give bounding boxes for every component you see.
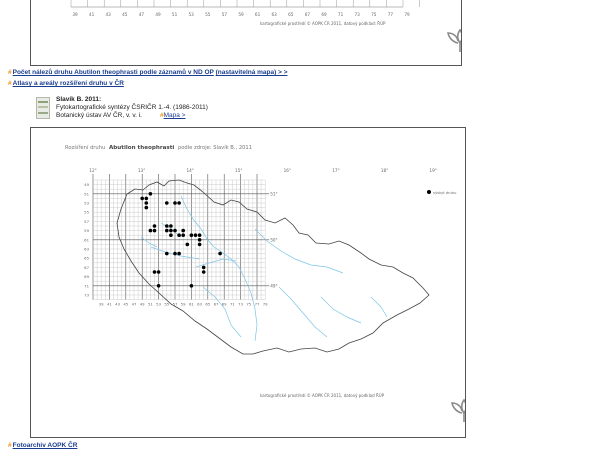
atlas-citation [56,96,208,120]
column-label: 51 [147,301,153,307]
occurrence-dot [186,243,190,247]
river-line [279,287,327,337]
lat-tick-label: 49° [270,283,278,289]
top-column-label: 43 [105,12,111,17]
row-label: 73 [84,292,89,298]
column-label: 49 [139,301,145,307]
occurrence-dot [190,233,194,237]
occurrence-dot [165,229,169,233]
aopk-logo-icon [452,400,466,422]
occurrence-dot [153,270,157,274]
column-label: 61 [188,301,194,307]
column-label: 53 [156,301,162,307]
occurrence-dot [149,229,153,233]
occurrence-dot [177,252,181,256]
occurrence-dot [194,233,198,237]
occurrence-dot [190,284,194,288]
count-records-line [8,69,287,76]
lon-tick-label: 13° [137,168,146,173]
occurrence-dot [177,201,181,205]
column-label: 63 [197,301,203,307]
occurrence-dot [181,233,185,237]
lat-tick-label: 50° [270,237,278,243]
column-label: 79 [262,301,268,307]
atlas-publisher: Botanický ústav AV ČR, v. v. i. [56,112,142,119]
top-column-label: 53 [188,12,194,17]
occurrence-dot [153,229,157,233]
distribution-map-canvas [31,128,466,438]
column-label: 77 [254,301,260,307]
occurrence-dot [169,233,173,237]
occurrence-dot [145,201,149,205]
top-column-label: 67 [304,12,311,17]
column-label: 69 [221,301,227,307]
lon-tick-label: 15° [235,168,243,173]
lat-tick-label: 51° [270,191,278,197]
rivers [141,196,387,341]
atlas-publication: Fytokartografické syntézy ČSRIČR 1.-4. (1986-2011) [56,104,208,111]
row-label: 55 [84,209,89,215]
atlas-areas-link[interactable]: Atlasy a areály rozšíření druhu v ČR [12,80,124,87]
top-column-label: 79 [404,12,410,17]
orange-bullet-icon: # [8,442,12,449]
column-label: 65 [205,301,211,307]
column-label: 73 [238,301,244,307]
occurrence-dot [169,229,173,233]
top-column-label: 69 [321,12,327,17]
river-line [255,229,343,273]
atlas-map-link[interactable]: Mapa > [163,112,186,119]
lon-tick-label: 19° [429,168,437,173]
orange-bullet-icon: # [159,112,164,119]
atlas-title: Slavík B. 2011: [56,96,102,103]
top-column-label: 41 [88,12,95,17]
fotoarchiv-line [8,442,77,449]
orange-bullet-icon: # [8,80,12,87]
lon-tick-label: 12° [89,168,97,173]
top-column-label: 49 [155,12,161,17]
top-column-label: 51 [171,12,178,17]
row-label: 61 [84,237,89,243]
occurrence-dot [198,238,202,242]
top-column-label: 61 [254,12,261,17]
top-column-label: 59 [238,12,244,17]
top-map-credit: kartografické prostředí © AOPK ČR 2011, datový podklad: ŘÚP [260,21,386,26]
lon-tick-label: 14° [186,168,194,173]
occurrence-dot [157,284,161,288]
occurrence-dot [218,252,222,256]
atlas-publisher-line [56,112,208,120]
column-label: 75 [246,301,252,307]
column-label: 67 [213,301,219,307]
occurrence-dot [173,201,177,205]
river-line [223,253,257,341]
occurrence-dot [198,243,202,247]
top-column-label: 47 [138,12,145,17]
country-outline [117,180,429,354]
top-column-label: 77 [387,12,394,17]
count-records-link[interactable]: Počet nálezů druhu Abutilon theophrasti podle záznamů v ND OP [12,69,214,76]
top-column-label: 39 [72,12,78,17]
row-label: 67 [84,264,89,270]
row-label: 49 [84,182,89,188]
row-label: 51 [84,191,89,197]
occurrence-dot [165,252,169,256]
map-species: Abutilon theophrasti [108,145,175,151]
occurrence-dot [198,233,202,237]
top-column-label: 57 [221,12,228,17]
column-label: 47 [131,301,137,307]
river-line [371,297,387,317]
occurrence-dot [165,224,169,228]
lon-tick-label: 17° [332,168,340,173]
lon-tick-label: 18° [380,168,389,173]
column-label: 55 [164,301,170,307]
occurrence-dot [149,192,153,196]
column-label: 41 [106,301,112,307]
row-label: 71 [84,283,89,289]
top-column-label: 55 [205,12,211,17]
column-label: 43 [115,301,121,307]
column-label: 59 [180,301,186,307]
top-column-label: 63 [271,12,277,17]
row-label: 53 [84,200,89,206]
row-label: 59 [84,228,89,234]
occurrence-dot [202,266,206,270]
aopk-logo-icon [448,30,462,52]
lon-tick-label: 16° [283,168,292,173]
row-label: 57 [84,218,89,224]
occurrence-dot [153,224,157,228]
fotoarchiv-link[interactable]: Fotoarchiv AOPK ČR [12,442,78,449]
column-label: 71 [229,301,235,307]
atlas-thumbnail[interactable] [36,97,50,119]
distribution-map [30,127,466,438]
occurrence-dot [181,229,185,233]
occurrence-dot [165,201,169,205]
atlas-areas-line [8,80,124,87]
legend-label: výskyt druhu [433,191,457,195]
top-column-label: 45 [122,12,128,17]
map-title-source: podle zdroje: Slavík B., 2011 [177,145,253,151]
river-line [321,297,361,323]
row-label: 69 [84,274,89,280]
column-label: 57 [172,301,178,307]
map-title-prefix: Rozšíření druhu [65,145,106,151]
top-column-label: 71 [337,12,344,17]
occurrence-dot [173,229,177,233]
river-line [203,287,244,337]
orange-bullet-icon: # [8,69,12,76]
map-credit: kartografické prostředí © AOPK ČR 2011, datový podklad ŘÚP [260,393,385,398]
occurrence-dot [145,206,149,210]
top-column-label: 75 [371,12,377,17]
occurrence-dot [177,233,181,237]
top-map-canvas [31,0,462,66]
occurrence-dot [169,224,173,228]
column-label: 45 [123,301,129,307]
svg-text:Rozšíření druhu Abutilon [65,144,252,151]
row-label: 65 [84,255,89,261]
map-legend [427,190,456,195]
occurrence-dot [140,197,144,201]
top-column-label: 65 [288,12,294,17]
occurrence-dot [202,270,206,274]
occurrence-dot [157,270,161,274]
legend-dot [427,190,431,194]
occurrence-dot [145,197,149,201]
top-column-label: 73 [354,12,360,17]
atlas-entry [36,96,296,124]
top-distribution-map [30,0,462,66]
row-label: 63 [84,246,89,252]
adjustable-map-link[interactable]: (nastavitelná mapa) > > [215,69,288,76]
column-label: 39 [98,301,104,307]
occurrence-dot [173,252,177,256]
